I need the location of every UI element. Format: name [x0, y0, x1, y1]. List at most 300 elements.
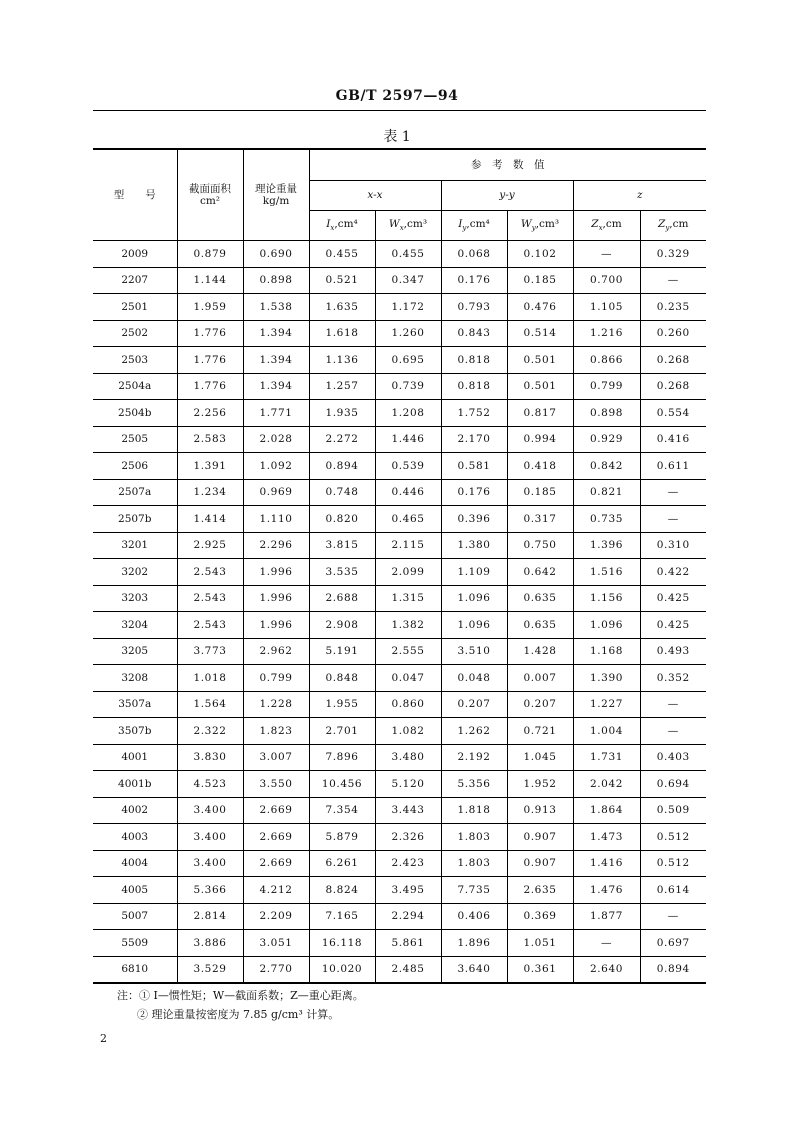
cell-weight: 2.669 [243, 797, 309, 824]
cell-ix: 3.535 [309, 559, 375, 586]
table-row [93, 532, 706, 559]
cell-zy: 0.694 [640, 771, 706, 798]
cell-wx: 1.208 [375, 400, 441, 427]
cell-ix: 0.820 [309, 506, 375, 533]
cell-zx: 1.004 [573, 718, 640, 745]
cell-wy: 0.913 [507, 797, 573, 824]
cell-area: 1.959 [177, 294, 243, 321]
cell-zy: 0.235 [640, 294, 706, 321]
col-header-reference: 参 考 数 值 [309, 149, 706, 181]
table-row [93, 347, 706, 374]
table-row [93, 718, 706, 745]
cell-zx: 1.390 [573, 665, 640, 692]
table-row [93, 930, 706, 957]
cell-wx: 2.485 [375, 956, 441, 983]
cell-weight: 2.962 [243, 638, 309, 665]
cell-iy: 5.356 [441, 771, 507, 798]
cell-ix: 1.257 [309, 373, 375, 400]
cell-zx: — [573, 930, 640, 957]
cell-ix: 1.618 [309, 320, 375, 347]
cell-area: 1.776 [177, 347, 243, 374]
area-label: 截面面积 [189, 182, 231, 195]
table-notes [117, 986, 364, 1024]
cell-area: 1.776 [177, 373, 243, 400]
page-number: 2 [100, 1032, 107, 1045]
cell-iy: 1.262 [441, 718, 507, 745]
cell-zy: 0.310 [640, 532, 706, 559]
table-row [93, 294, 706, 321]
table-row [93, 400, 706, 427]
cell-model: 4001 [93, 744, 177, 771]
cell-weight: 3.550 [243, 771, 309, 798]
cell-wx: 0.047 [375, 665, 441, 692]
cell-iy: 1.818 [441, 797, 507, 824]
col-header-weight [243, 149, 309, 241]
cell-zy: 0.268 [640, 347, 706, 374]
cell-ix: 3.815 [309, 532, 375, 559]
cell-ix: 5.191 [309, 638, 375, 665]
cell-iy: 0.068 [441, 241, 507, 268]
cell-iy: 0.818 [441, 373, 507, 400]
cell-zy: — [640, 479, 706, 506]
cell-iy: 1.896 [441, 930, 507, 957]
cell-area: 2.583 [177, 426, 243, 453]
ix-unit: ,cm⁴ [334, 218, 358, 231]
weight-unit: kg/m [262, 195, 290, 207]
cell-model: 4002 [93, 797, 177, 824]
cell-area: 3.400 [177, 797, 243, 824]
cell-ix: 16.118 [309, 930, 375, 957]
cell-area: 2.543 [177, 559, 243, 586]
table-row [93, 506, 706, 533]
cell-weight: 1.996 [243, 612, 309, 639]
cell-zx: 1.731 [573, 744, 640, 771]
zx-subscript: x [598, 224, 603, 233]
zy-subscript: y [665, 224, 670, 233]
cell-zy: 0.611 [640, 453, 706, 480]
cell-wy: 0.514 [507, 320, 573, 347]
cell-zx: 1.476 [573, 877, 640, 904]
cell-zx: 0.700 [573, 267, 640, 294]
cell-area: 2.543 [177, 585, 243, 612]
cell-ix: 0.748 [309, 479, 375, 506]
cell-wx: 0.739 [375, 373, 441, 400]
cell-zx: 1.877 [573, 903, 640, 930]
reference-data-table [93, 148, 706, 984]
cell-iy: 2.192 [441, 744, 507, 771]
cell-weight: 1.110 [243, 506, 309, 533]
cell-wy: 0.501 [507, 347, 573, 374]
table-row [93, 691, 706, 718]
cell-iy: 1.803 [441, 850, 507, 877]
cell-model: 2504b [93, 400, 177, 427]
cell-zy: 0.268 [640, 373, 706, 400]
cell-ix: 5.879 [309, 824, 375, 851]
col-header-wx [375, 211, 441, 241]
cell-weight: 2.028 [243, 426, 309, 453]
cell-weight: 3.007 [243, 744, 309, 771]
ix-subscript: x [330, 224, 335, 233]
cell-zy: 0.512 [640, 824, 706, 851]
cell-wy: 1.428 [507, 638, 573, 665]
cell-wx: 0.446 [375, 479, 441, 506]
cell-wy: 0.007 [507, 665, 573, 692]
area-unit: cm² [199, 195, 221, 207]
table-row [93, 612, 706, 639]
cell-weight: 1.996 [243, 559, 309, 586]
cell-iy: 0.406 [441, 903, 507, 930]
cell-wx: 2.326 [375, 824, 441, 851]
cell-wx: 0.347 [375, 267, 441, 294]
cell-weight: 1.092 [243, 453, 309, 480]
cell-zx: 1.516 [573, 559, 640, 586]
cell-area: 4.523 [177, 771, 243, 798]
cell-zy: 0.614 [640, 877, 706, 904]
cell-area: 3.400 [177, 850, 243, 877]
cell-ix: 0.521 [309, 267, 375, 294]
cell-area: 1.414 [177, 506, 243, 533]
table-row [93, 453, 706, 480]
cell-wx: 5.120 [375, 771, 441, 798]
cell-ix: 6.261 [309, 850, 375, 877]
cell-zx: 0.821 [573, 479, 640, 506]
cell-wx: 3.443 [375, 797, 441, 824]
cell-iy: 0.176 [441, 267, 507, 294]
cell-weight: 0.799 [243, 665, 309, 692]
cell-area: 1.144 [177, 267, 243, 294]
cell-ix: 1.955 [309, 691, 375, 718]
cell-iy: 0.581 [441, 453, 507, 480]
cell-iy: 1.096 [441, 612, 507, 639]
cell-wy: 0.185 [507, 267, 573, 294]
cell-wy: 2.635 [507, 877, 573, 904]
cell-wy: 0.418 [507, 453, 573, 480]
cell-model: 2504a [93, 373, 177, 400]
cell-ix: 1.935 [309, 400, 375, 427]
col-header-zx [573, 211, 640, 241]
cell-ix: 10.020 [309, 956, 375, 983]
note-line-2: ② 理论重量按密度为 7.85 g/cm³ 计算。 [137, 1008, 340, 1021]
cell-area: 1.776 [177, 320, 243, 347]
ix-symbol: I [326, 218, 331, 231]
cell-area: 2.814 [177, 903, 243, 930]
cell-iy: 0.176 [441, 479, 507, 506]
cell-zy: — [640, 903, 706, 930]
table-row [93, 241, 706, 268]
cell-wy: 0.185 [507, 479, 573, 506]
cell-zy: 0.894 [640, 956, 706, 983]
cell-zx: 1.227 [573, 691, 640, 718]
table-row [93, 373, 706, 400]
cell-ix: 2.272 [309, 426, 375, 453]
cell-weight: 2.296 [243, 532, 309, 559]
cell-zy: 0.329 [640, 241, 706, 268]
cell-wy: 0.642 [507, 559, 573, 586]
zy-symbol: Z [658, 218, 666, 231]
col-header-wy [507, 211, 573, 241]
cell-model: 4004 [93, 850, 177, 877]
cell-model: 3201 [93, 532, 177, 559]
cell-weight: 1.996 [243, 585, 309, 612]
cell-wy: 0.721 [507, 718, 573, 745]
cell-model: 5509 [93, 930, 177, 957]
table-row [93, 956, 706, 983]
cell-weight: 1.823 [243, 718, 309, 745]
cell-model: 3208 [93, 665, 177, 692]
cell-wx: 1.382 [375, 612, 441, 639]
cell-area: 1.391 [177, 453, 243, 480]
cell-area: 1.564 [177, 691, 243, 718]
cell-wy: 0.817 [507, 400, 573, 427]
cell-iy: 0.207 [441, 691, 507, 718]
cell-zx: 1.473 [573, 824, 640, 851]
zy-unit: ,cm [669, 218, 689, 231]
cell-wx: 0.860 [375, 691, 441, 718]
cell-iy: 0.843 [441, 320, 507, 347]
cell-zy: 0.509 [640, 797, 706, 824]
cell-model: 5007 [93, 903, 177, 930]
iy-unit: ,cm⁴ [466, 218, 490, 231]
col-header-model: 型 号 [93, 149, 177, 241]
col-header-zy [640, 211, 706, 241]
cell-model: 3205 [93, 638, 177, 665]
cell-zx: 1.156 [573, 585, 640, 612]
cell-ix: 7.354 [309, 797, 375, 824]
cell-zx: 1.396 [573, 532, 640, 559]
wx-subscript: x [399, 224, 404, 233]
cell-wy: 0.750 [507, 532, 573, 559]
cell-iy: 3.640 [441, 956, 507, 983]
cell-wx: 0.539 [375, 453, 441, 480]
cell-zx: 1.105 [573, 294, 640, 321]
cell-iy: 1.109 [441, 559, 507, 586]
cell-weight: 1.538 [243, 294, 309, 321]
cell-zx: 0.842 [573, 453, 640, 480]
cell-wx: 2.115 [375, 532, 441, 559]
cell-iy: 0.793 [441, 294, 507, 321]
cell-ix: 10.456 [309, 771, 375, 798]
cell-area: 0.879 [177, 241, 243, 268]
cell-weight: 2.669 [243, 824, 309, 851]
col-header-iy [441, 211, 507, 241]
cell-area: 3.830 [177, 744, 243, 771]
cell-model: 2502 [93, 320, 177, 347]
table-body [93, 241, 706, 984]
iy-subscript: y [462, 224, 467, 233]
cell-wy: 0.102 [507, 241, 573, 268]
table-row [93, 638, 706, 665]
table-row [93, 771, 706, 798]
cell-wx: 2.555 [375, 638, 441, 665]
group-header-yy: y-y [441, 181, 573, 211]
cell-model: 6810 [93, 956, 177, 983]
wy-subscript: y [531, 224, 536, 233]
cell-ix: 1.635 [309, 294, 375, 321]
cell-model: 4001b [93, 771, 177, 798]
cell-weight: 1.394 [243, 347, 309, 374]
cell-zx: 0.929 [573, 426, 640, 453]
cell-area: 2.543 [177, 612, 243, 639]
cell-zx: 0.866 [573, 347, 640, 374]
cell-wy: 0.635 [507, 612, 573, 639]
cell-wx: 2.423 [375, 850, 441, 877]
table-row [93, 824, 706, 851]
cell-zx: 1.096 [573, 612, 640, 639]
cell-zy: 0.554 [640, 400, 706, 427]
cell-wy: 0.207 [507, 691, 573, 718]
cell-wx: 5.861 [375, 930, 441, 957]
standard-number: GB/T 2597—94 [335, 88, 459, 104]
cell-wy: 0.476 [507, 294, 573, 321]
cell-ix: 0.848 [309, 665, 375, 692]
cell-zy: 0.512 [640, 850, 706, 877]
cell-area: 3.773 [177, 638, 243, 665]
cell-zy: 0.697 [640, 930, 706, 957]
cell-wy: 1.045 [507, 744, 573, 771]
cell-zx: — [573, 241, 640, 268]
cell-model: 3507a [93, 691, 177, 718]
cell-zx: 0.735 [573, 506, 640, 533]
table-row [93, 320, 706, 347]
cell-model: 2207 [93, 267, 177, 294]
cell-ix: 0.894 [309, 453, 375, 480]
note-line-1: 注：① I—惯性矩；W—截面系数；Z—重心距离。 [117, 989, 364, 1002]
cell-wx: 0.695 [375, 347, 441, 374]
cell-iy: 2.170 [441, 426, 507, 453]
cell-wy: 0.369 [507, 903, 573, 930]
cell-area: 3.400 [177, 824, 243, 851]
cell-iy: 7.735 [441, 877, 507, 904]
cell-zy: 0.352 [640, 665, 706, 692]
table-row [93, 903, 706, 930]
table-row [93, 665, 706, 692]
cell-weight: 1.394 [243, 320, 309, 347]
cell-wx: 2.099 [375, 559, 441, 586]
cell-ix: 8.824 [309, 877, 375, 904]
cell-ix: 2.688 [309, 585, 375, 612]
cell-iy: 0.818 [441, 347, 507, 374]
cell-weight: 2.770 [243, 956, 309, 983]
cell-wx: 1.446 [375, 426, 441, 453]
cell-weight: 0.690 [243, 241, 309, 268]
cell-model: 2507b [93, 506, 177, 533]
cell-ix: 2.908 [309, 612, 375, 639]
cell-zx: 1.216 [573, 320, 640, 347]
cell-zx: 2.640 [573, 956, 640, 983]
zx-unit: ,cm [602, 218, 622, 231]
cell-iy: 1.380 [441, 532, 507, 559]
cell-weight: 1.771 [243, 400, 309, 427]
cell-area: 1.234 [177, 479, 243, 506]
header-rule [93, 110, 706, 111]
cell-iy: 1.096 [441, 585, 507, 612]
cell-wx: 3.495 [375, 877, 441, 904]
cell-area: 2.925 [177, 532, 243, 559]
cell-iy: 3.510 [441, 638, 507, 665]
cell-zy: 0.425 [640, 612, 706, 639]
cell-ix: 1.136 [309, 347, 375, 374]
cell-model: 2507a [93, 479, 177, 506]
cell-weight: 1.228 [243, 691, 309, 718]
cell-wy: 0.361 [507, 956, 573, 983]
cell-wy: 0.994 [507, 426, 573, 453]
weight-label: 理论重量 [255, 182, 297, 195]
cell-zy: 0.403 [640, 744, 706, 771]
cell-zy: 0.422 [640, 559, 706, 586]
group-header-xx: x-x [309, 181, 441, 211]
cell-wy: 0.501 [507, 373, 573, 400]
cell-model: 3204 [93, 612, 177, 639]
cell-zx: 1.416 [573, 850, 640, 877]
cell-model: 2505 [93, 426, 177, 453]
cell-zx: 0.799 [573, 373, 640, 400]
cell-wx: 0.465 [375, 506, 441, 533]
cell-wx: 1.082 [375, 718, 441, 745]
cell-area: 2.322 [177, 718, 243, 745]
cell-model: 4005 [93, 877, 177, 904]
cell-model: 3507b [93, 718, 177, 745]
cell-wx: 1.172 [375, 294, 441, 321]
cell-area: 5.366 [177, 877, 243, 904]
cell-zx: 0.898 [573, 400, 640, 427]
cell-wy: 0.317 [507, 506, 573, 533]
cell-zx: 1.168 [573, 638, 640, 665]
cell-wy: 0.635 [507, 585, 573, 612]
cell-wy: 1.051 [507, 930, 573, 957]
cell-ix: 7.165 [309, 903, 375, 930]
cell-model: 2501 [93, 294, 177, 321]
cell-ix: 2.701 [309, 718, 375, 745]
table-row [93, 426, 706, 453]
cell-model: 3202 [93, 559, 177, 586]
cell-zy: 0.416 [640, 426, 706, 453]
cell-iy: 1.752 [441, 400, 507, 427]
cell-zy: 0.260 [640, 320, 706, 347]
zx-symbol: Z [591, 218, 599, 231]
table-row [93, 585, 706, 612]
cell-zx: 2.042 [573, 771, 640, 798]
cell-weight: 0.969 [243, 479, 309, 506]
cell-wx: 0.455 [375, 241, 441, 268]
table-row [93, 559, 706, 586]
wy-unit: ,cm³ [535, 218, 560, 231]
cell-area: 1.018 [177, 665, 243, 692]
cell-zy: — [640, 718, 706, 745]
cell-wy: 0.907 [507, 850, 573, 877]
cell-weight: 4.212 [243, 877, 309, 904]
cell-wy: 1.952 [507, 771, 573, 798]
cell-weight: 1.394 [243, 373, 309, 400]
cell-area: 2.256 [177, 400, 243, 427]
cell-ix: 7.896 [309, 744, 375, 771]
col-header-area [177, 149, 243, 241]
cell-model: 2506 [93, 453, 177, 480]
table-row [93, 877, 706, 904]
wy-symbol: W [520, 218, 532, 231]
table-row [93, 850, 706, 877]
cell-weight: 0.898 [243, 267, 309, 294]
table-row [93, 797, 706, 824]
table-caption: 表 1 [383, 129, 411, 145]
cell-model: 2503 [93, 347, 177, 374]
cell-model: 4003 [93, 824, 177, 851]
group-header-z: z [573, 181, 706, 211]
cell-wx: 1.315 [375, 585, 441, 612]
cell-weight: 2.209 [243, 903, 309, 930]
cell-wx: 1.260 [375, 320, 441, 347]
cell-zx: 1.864 [573, 797, 640, 824]
cell-model: 3203 [93, 585, 177, 612]
